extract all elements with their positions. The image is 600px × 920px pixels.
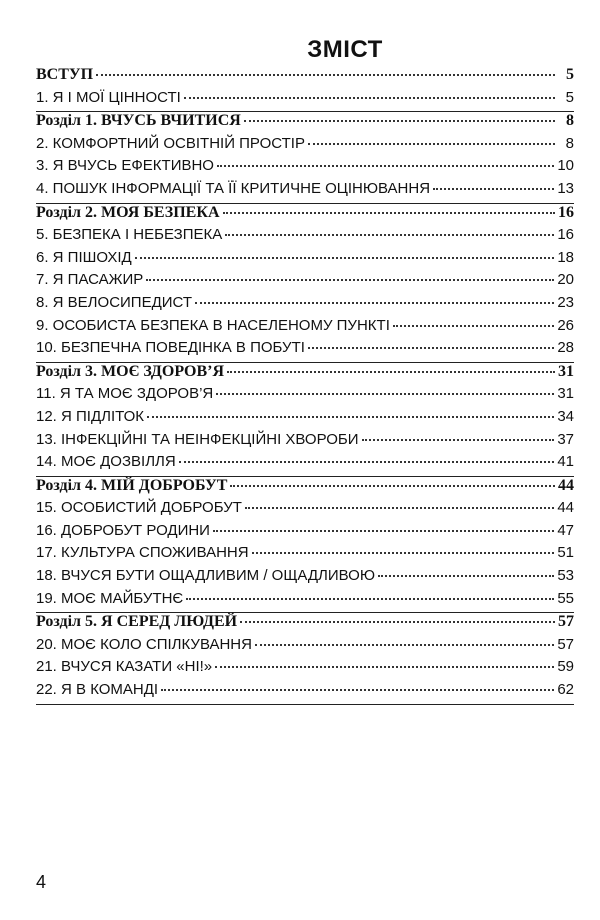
- toc-entry[interactable]: [36, 294, 574, 317]
- section-title: ВСТУП: [36, 66, 94, 83]
- page-title: ЗМІСТ: [307, 36, 383, 63]
- dot-leader: [223, 211, 556, 214]
- entry-title: 16. ДОБРОБУТ РОДИНИ: [36, 521, 210, 539]
- dot-leader: [227, 370, 555, 373]
- entry-title: 12. Я ПІДЛІТОК: [36, 407, 145, 425]
- entry-title: 11. Я ТА МОЄ ЗДОРОВ’Я: [36, 385, 214, 403]
- entry-page-number: 5: [565, 88, 574, 106]
- toc-section: [36, 66, 574, 112]
- dot-leader: [184, 96, 555, 99]
- entry-page-number: 16: [558, 203, 574, 221]
- entry-page-number: 23: [557, 293, 574, 311]
- toc-entry[interactable]: [36, 567, 574, 590]
- entry-page-number: 18: [557, 248, 574, 266]
- dot-leader: [433, 187, 554, 190]
- dot-leader: [135, 256, 555, 259]
- dot-leader: [195, 301, 554, 304]
- toc-section-header[interactable]: [36, 613, 574, 636]
- section-title: Розділ 1. ВЧУСЬ ВЧИТИСЯ: [36, 112, 241, 130]
- toc-entry[interactable]: [36, 658, 574, 681]
- entry-page-number: 57: [558, 613, 574, 631]
- toc-section: [36, 204, 574, 363]
- dot-leader: [225, 233, 554, 236]
- table-of-contents: [36, 66, 574, 705]
- entry-page-number: 62: [557, 681, 574, 699]
- entry-title: 6. Я ПІШОХІД: [36, 248, 132, 266]
- section-title: Розділ 3. МОЄ ЗДОРОВ’Я: [36, 362, 225, 380]
- toc-entry[interactable]: [36, 590, 574, 613]
- entry-page-number: 5: [566, 66, 574, 83]
- toc-entry[interactable]: [36, 271, 574, 294]
- toc-entry[interactable]: [36, 317, 574, 340]
- section-title: Розділ 4. МІЙ ДОБРОБУТ: [36, 476, 228, 494]
- dot-leader: [215, 665, 554, 668]
- toc-section-header[interactable]: [36, 363, 574, 386]
- entry-title: 15. ОСОБИСТИЙ ДОБРОБУТ: [36, 499, 242, 517]
- dot-leader: [245, 506, 554, 509]
- entry-title: 19. МОЄ МАЙБУТНЄ: [36, 589, 184, 607]
- dot-leader: [244, 119, 555, 122]
- entry-page-number: 41: [557, 453, 574, 471]
- toc-section-header[interactable]: [36, 204, 574, 227]
- dot-leader: [217, 164, 554, 167]
- toc-entry[interactable]: [36, 408, 574, 431]
- entry-page-number: 57: [557, 635, 574, 653]
- dot-leader: [393, 324, 554, 327]
- page-number: 4: [36, 872, 47, 892]
- entry-page-number: 59: [557, 658, 574, 676]
- entry-title: 1. Я І МОЇ ЦІННОСТІ: [36, 88, 181, 106]
- entry-title: 2. КОМФОРТНИЙ ОСВІТНІЙ ПРОСТІР: [36, 134, 305, 152]
- toc-entry[interactable]: [36, 499, 574, 522]
- entry-title: 14. МОЄ ДОЗВІЛЛЯ: [36, 453, 176, 471]
- dot-leader: [96, 73, 555, 76]
- entry-title: 18. ВЧУСЯ БУТИ ОЩАДЛИВИМ / ОЩАДЛИВОЮ: [36, 567, 375, 585]
- dot-leader: [216, 392, 554, 395]
- toc-entry[interactable]: [36, 431, 574, 454]
- entry-page-number: 16: [557, 226, 574, 244]
- toc-entry[interactable]: [36, 249, 574, 272]
- dot-leader: [146, 278, 554, 281]
- toc-entry[interactable]: [36, 339, 574, 362]
- section-title: Розділ 2. МОЯ БЕЗПЕКА: [36, 203, 220, 221]
- dot-leader: [252, 551, 555, 554]
- entry-title: 8. Я ВЕЛОСИПЕДИСТ: [36, 293, 193, 311]
- dot-leader: [147, 415, 554, 418]
- toc-entry[interactable]: [36, 385, 574, 408]
- toc-section: [36, 112, 574, 203]
- entry-page-number: 53: [557, 567, 574, 585]
- toc-section: [36, 477, 574, 614]
- toc-entry[interactable]: [36, 636, 574, 659]
- entry-page-number: 51: [557, 544, 574, 562]
- dot-leader: [230, 484, 555, 487]
- entry-page-number: 8: [566, 112, 574, 130]
- entry-title: 9. ОСОБИСТА БЕЗПЕКА В НАСЕЛЕНОМУ ПУНКТІ: [36, 316, 390, 334]
- dot-leader: [161, 688, 554, 691]
- toc-entry[interactable]: [36, 89, 574, 112]
- entry-title: 22. Я В КОМАНДІ: [36, 681, 159, 699]
- toc-entry[interactable]: [36, 157, 574, 180]
- dot-leader: [179, 460, 555, 463]
- toc-section-header[interactable]: [36, 112, 574, 135]
- toc-entry[interactable]: [36, 226, 574, 249]
- entry-page-number: 8: [565, 134, 574, 152]
- toc-entry[interactable]: [36, 522, 574, 545]
- entry-title: 7. Я ПАСАЖИР: [36, 271, 144, 289]
- entry-page-number: 34: [557, 407, 574, 425]
- entry-page-number: 44: [558, 476, 574, 494]
- dot-leader: [308, 142, 555, 145]
- entry-page-number: 37: [557, 430, 574, 448]
- entry-page-number: 10: [557, 157, 574, 175]
- toc-entry[interactable]: [36, 681, 574, 704]
- dot-leader: [308, 346, 554, 349]
- toc-entry[interactable]: [36, 453, 574, 476]
- entry-page-number: 55: [557, 589, 574, 607]
- dot-leader: [186, 597, 554, 600]
- dot-leader: [378, 574, 554, 577]
- section-title: Розділ 5. Я СЕРЕД ЛЮДЕЙ: [36, 613, 238, 631]
- toc-entry[interactable]: [36, 544, 574, 567]
- entry-title: 5. БЕЗПЕКА І НЕБЕЗПЕКА: [36, 226, 223, 244]
- entry-page-number: 20: [557, 271, 574, 289]
- toc-entry[interactable]: [36, 135, 574, 158]
- entry-page-number: 28: [557, 339, 574, 357]
- toc-section: [36, 613, 574, 704]
- entry-title: 10. БЕЗПЕЧНА ПОВЕДІНКА В ПОБУТІ: [36, 339, 305, 357]
- entry-title: 4. ПОШУК ІНФОРМАЦІЇ ТА ЇЇ КРИТИЧНЕ ОЦІНЮВАННЯ: [36, 179, 431, 197]
- dot-leader: [255, 643, 554, 646]
- entry-title: 3. Я ВЧУСЬ ЕФЕКТИВНО: [36, 157, 214, 175]
- entry-page-number: 31: [558, 362, 574, 380]
- entry-page-number: 31: [557, 385, 574, 403]
- dot-leader: [240, 620, 555, 623]
- toc-section: [36, 363, 574, 477]
- entry-title: 20. МОЄ КОЛО СПІЛКУВАННЯ: [36, 635, 252, 653]
- toc-section-header[interactable]: [36, 477, 574, 500]
- dot-leader: [362, 438, 555, 441]
- entry-page-number: 26: [557, 316, 574, 334]
- entry-page-number: 47: [557, 521, 574, 539]
- entry-title: 17. КУЛЬТУРА СПОЖИВАННЯ: [36, 544, 249, 562]
- entry-title: 13. ІНФЕКЦІЙНІ ТА НЕІНФЕКЦІЙНІ ХВОРОБИ: [36, 430, 359, 448]
- entry-title: 21. ВЧУСЯ КАЗАТИ «НІ!»: [36, 658, 213, 676]
- toc-entry[interactable]: [36, 180, 574, 203]
- entry-page-number: 44: [557, 499, 574, 517]
- entry-page-number: 13: [557, 179, 574, 197]
- toc-section-header[interactable]: [36, 66, 574, 89]
- dot-leader: [213, 529, 554, 532]
